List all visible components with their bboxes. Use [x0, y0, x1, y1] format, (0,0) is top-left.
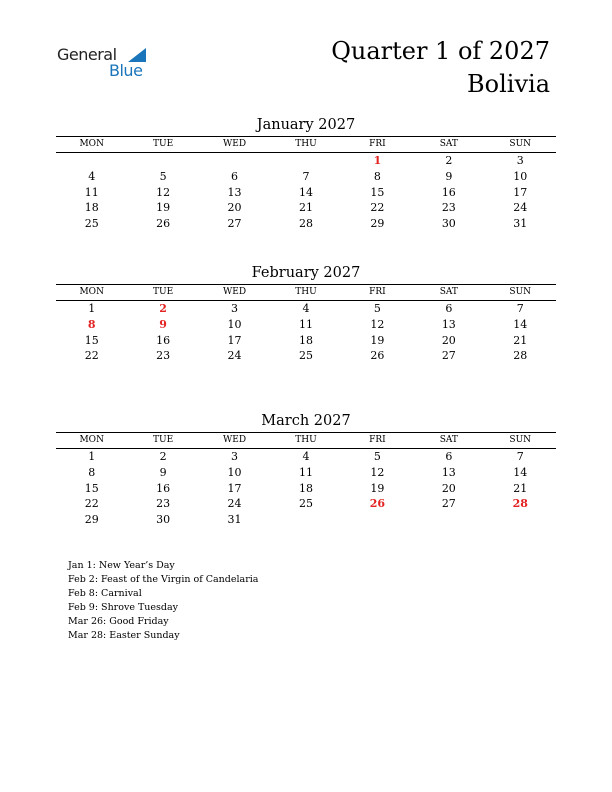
day-cell: 5: [159, 169, 167, 183]
day-cell: 25: [298, 349, 313, 363]
weekday-label: WED: [223, 287, 247, 297]
day-cell: 3: [231, 450, 239, 463]
day-cell: 19: [370, 481, 385, 495]
holiday-note: Mar 26: Good Friday: [68, 616, 169, 628]
weekday-label: TUE: [153, 287, 174, 297]
day-cell: 3: [516, 154, 524, 167]
day-cell: 15: [84, 481, 99, 495]
day-cell: 16: [156, 333, 171, 347]
day-cell: [127, 153, 198, 169]
day-cell: 24: [513, 201, 528, 215]
day-cell: 21: [298, 201, 313, 215]
day-cell: 26: [370, 349, 385, 363]
day-cell: 11: [84, 185, 99, 199]
day-cell: [270, 153, 341, 169]
logo-text-blue: Blue: [109, 61, 143, 80]
day-cell: 6: [445, 302, 453, 315]
day-cell: 13: [441, 465, 456, 479]
week-row: [56, 216, 556, 232]
day-cell: 10: [513, 169, 528, 183]
month-name: February 2027: [251, 265, 361, 281]
weekday-label: THU: [295, 287, 317, 297]
day-cell: 14: [513, 465, 528, 479]
day-cell: 3: [231, 302, 239, 315]
day-cell: 4: [88, 169, 96, 183]
day-cell: 21: [513, 333, 528, 347]
week-row: [56, 200, 556, 216]
day-cell: 28: [298, 217, 313, 231]
week-row: [56, 169, 556, 185]
weekday-label: MON: [79, 287, 104, 297]
day-cell: [485, 512, 556, 528]
weekday-label: SAT: [439, 139, 458, 149]
week-row: [56, 333, 556, 349]
day-cell: 13: [227, 185, 242, 199]
day-cell: 10: [227, 317, 242, 331]
day-cell: 20: [441, 481, 456, 495]
day-cell: 17: [513, 185, 528, 199]
day-cell: [413, 512, 484, 528]
day-cell: 9: [445, 169, 453, 183]
logo-triangle-icon: [128, 48, 146, 62]
day-cell: 27: [227, 217, 242, 231]
day-cell: 6: [231, 169, 239, 183]
day-cell: 5: [373, 302, 381, 315]
day-cell: 7: [516, 302, 524, 315]
weekday-label: WED: [223, 435, 247, 445]
day-cell: 17: [227, 333, 242, 347]
day-cell: 23: [156, 349, 171, 363]
day-cell: 2: [159, 450, 167, 463]
day-cell: 12: [370, 317, 385, 331]
day-cell: 31: [227, 513, 242, 527]
day-cell: 25: [84, 217, 99, 231]
day-cell: 22: [84, 497, 99, 511]
holiday-day: 2: [159, 302, 167, 315]
day-cell: 26: [156, 217, 171, 231]
holiday-day: 1: [373, 154, 382, 167]
month-block: [56, 116, 556, 232]
month-block: [56, 412, 556, 528]
weekday-label: FRI: [369, 287, 386, 297]
holiday-note: Feb 2: Feast of the Virgin of Candelaria: [68, 574, 259, 586]
day-cell: 14: [513, 317, 528, 331]
day-cell: 21: [513, 481, 528, 495]
weekday-label: THU: [295, 435, 317, 445]
weekday-label: TUE: [153, 435, 174, 445]
day-cell: 8: [88, 465, 96, 479]
country-name: Bolivia: [467, 70, 550, 98]
day-cell: 24: [227, 349, 242, 363]
week-row: [56, 348, 556, 364]
holiday-day: 9: [159, 317, 167, 331]
week-row: [56, 465, 556, 481]
week-row: [56, 185, 556, 201]
day-cell: 15: [84, 333, 99, 347]
day-cell: 27: [441, 349, 456, 363]
weekday-label: FRI: [369, 435, 386, 445]
weekday-header: [56, 137, 556, 152]
day-cell: 1: [88, 450, 96, 463]
weekday-label: TUE: [153, 139, 174, 149]
week-row: [56, 449, 556, 465]
holiday-note: Feb 8: Carnival: [68, 588, 142, 600]
holiday-note: Mar 28: Easter Sunday: [68, 630, 180, 642]
day-cell: 29: [370, 217, 385, 231]
day-cell: 13: [441, 317, 456, 331]
day-cell: 16: [441, 185, 456, 199]
holiday-list: [68, 559, 258, 644]
day-cell: 5: [373, 450, 381, 463]
day-cell: 11: [298, 465, 313, 479]
weekday-label: SUN: [509, 139, 532, 149]
day-cell: 16: [156, 481, 171, 495]
day-cell: 18: [298, 481, 313, 495]
weekday-label: SAT: [439, 287, 458, 297]
weekday-label: SUN: [509, 287, 532, 297]
day-cell: 15: [370, 185, 385, 199]
day-cell: 18: [84, 201, 99, 215]
week-row: [56, 496, 556, 512]
logo-text-general: General: [57, 45, 117, 64]
day-cell: [56, 153, 127, 169]
day-cell: 12: [156, 185, 171, 199]
day-cell: 10: [227, 465, 242, 479]
day-cell: 1: [88, 302, 96, 315]
day-cell: 30: [156, 513, 171, 527]
weekday-header: [56, 433, 556, 448]
day-cell: 20: [227, 201, 242, 215]
day-cell: 12: [370, 465, 385, 479]
day-cell: 20: [441, 333, 456, 347]
week-row: [56, 512, 556, 528]
day-cell: 31: [513, 217, 528, 231]
day-cell: 23: [441, 201, 456, 215]
day-cell: 18: [298, 333, 313, 347]
day-cell: [199, 153, 270, 169]
day-cell: 19: [370, 333, 385, 347]
day-cell: 24: [227, 497, 242, 511]
day-cell: 22: [84, 349, 99, 363]
weekday-label: SUN: [509, 435, 532, 445]
day-cell: 28: [513, 349, 528, 363]
holiday-day: 28: [512, 497, 528, 511]
weekday-label: SAT: [439, 435, 458, 445]
holiday-note: Feb 9: Shrove Tuesday: [68, 602, 179, 614]
day-cell: 17: [227, 481, 242, 495]
month-name: March 2027: [261, 413, 351, 429]
day-cell: 27: [441, 497, 456, 511]
weekday-label: FRI: [369, 139, 386, 149]
day-cell: 6: [445, 450, 453, 463]
month-name: January 2027: [256, 117, 356, 133]
weekday-header: [56, 285, 556, 300]
day-cell: 25: [298, 497, 313, 511]
day-cell: [342, 512, 413, 528]
holiday-day: 8: [87, 317, 96, 331]
week-row: [56, 153, 556, 169]
day-cell: 14: [298, 185, 313, 199]
week-row: [56, 481, 556, 497]
day-cell: 4: [302, 302, 310, 315]
brand-logo: [57, 43, 157, 83]
week-row: [56, 301, 556, 317]
week-row: [56, 317, 556, 333]
page-title: Quarter 1 of 2027: [331, 37, 550, 65]
day-cell: 7: [516, 450, 524, 463]
day-cell: 22: [370, 201, 385, 215]
day-cell: 2: [445, 154, 453, 167]
day-cell: 11: [298, 317, 313, 331]
day-cell: 29: [84, 513, 99, 527]
day-cell: 8: [373, 169, 381, 183]
day-cell: 30: [441, 217, 456, 231]
day-cell: 4: [302, 450, 310, 463]
day-cell: 7: [302, 169, 310, 183]
day-cell: 19: [156, 201, 171, 215]
holiday-day: 26: [369, 497, 386, 511]
day-cell: 23: [156, 497, 171, 511]
weekday-label: MON: [79, 435, 104, 445]
day-cell: 9: [159, 465, 167, 479]
month-block: [56, 264, 556, 364]
weekday-label: MON: [79, 139, 104, 149]
day-cell: [270, 512, 341, 528]
weekday-label: WED: [223, 139, 247, 149]
weekday-label: THU: [295, 139, 317, 149]
holiday-note: Jan 1: New Year’s Day: [68, 560, 175, 571]
